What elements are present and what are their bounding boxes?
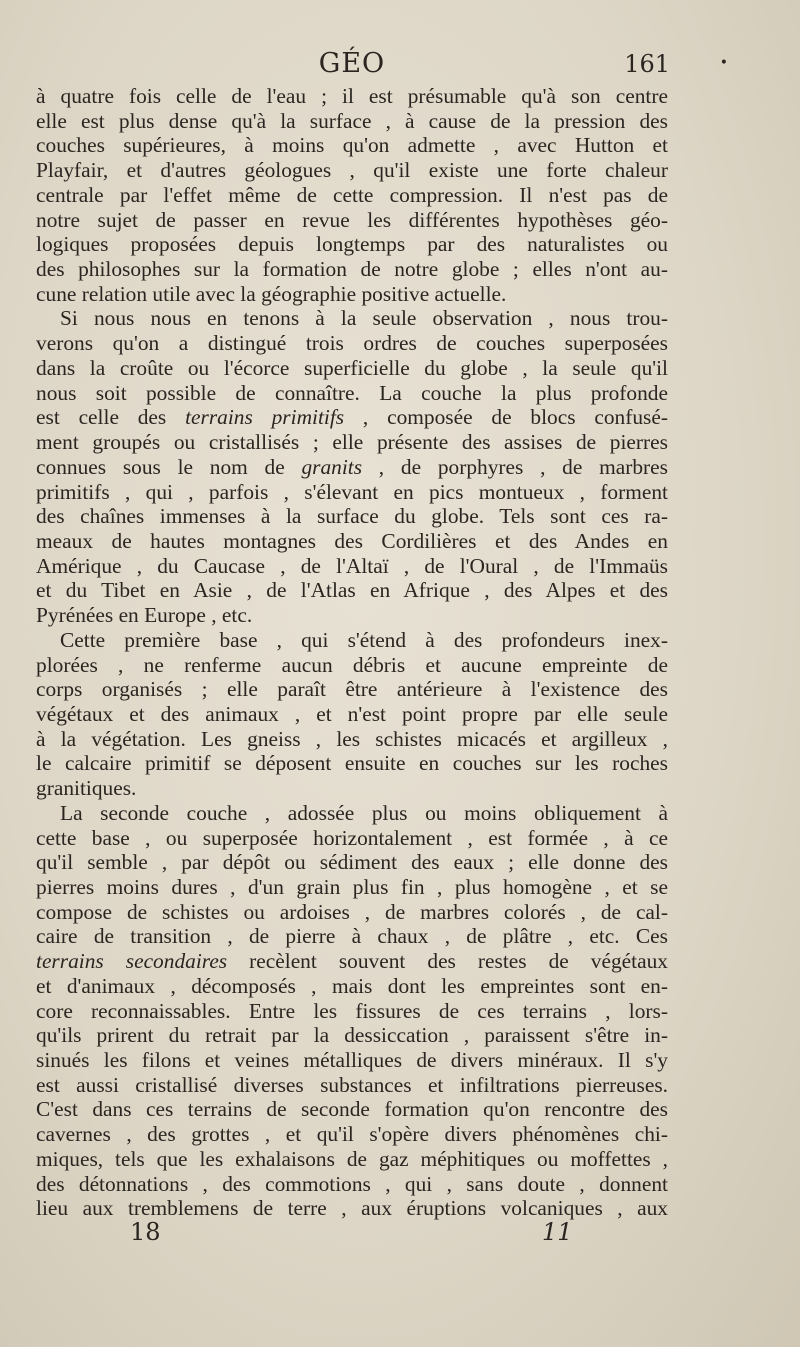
text-line: à la végétation. Les gneiss , les schistes micacés et argilleux , <box>36 726 668 751</box>
text-line: le calcaire primitif se déposent ensuite en couches sur les roches <box>36 751 668 776</box>
page-footer <box>36 1218 668 1248</box>
text-line: lieu aux tremblemens de terre , aux éruptions volcaniques , aux <box>36 1196 668 1221</box>
text-line: et d'animaux , décomposés , mais dont les empreintes sont en- <box>36 973 668 998</box>
text-line: nous soit possible de connaître. La couche la plus profonde <box>36 380 668 405</box>
text-line: des chaînes immenses à la surface du globe. Tels sont ces ra- <box>36 504 668 529</box>
text-line: logiques proposées depuis longtemps par des naturalistes ou <box>36 232 668 257</box>
paragraph <box>36 306 668 627</box>
edge-mark: • <box>719 55 728 71</box>
text-line: terrains secondaires recèlent souvent des restes de végétaux <box>36 949 668 974</box>
text-line: est aussi cristallisé diverses substances et infiltrations pierreuses. <box>36 1072 668 1097</box>
text-line: est celle des terrains primitifs , composée de blocs confusé- <box>36 405 669 430</box>
text-line: dans la croûte ou l'écorce superficielle du globe , la seule qu'il <box>36 355 668 380</box>
text-line: qu'ils prirent du retrait par la dessiccation , paraissent s'être in- <box>36 1023 668 1048</box>
text-line: notre sujet de passer en revue les différentes hypothèses géo- <box>36 207 668 232</box>
text-line: connues sous le nom de granits , de porphyres , de marbres <box>36 454 668 479</box>
text-line: meaux de hautes montagnes des Cordilières et des Andes en <box>36 528 668 553</box>
text-line: à quatre fois celle de l'eau ; il est présumable qu'à son centre <box>36 84 668 108</box>
text-line: elle est plus dense qu'à la surface , à cause de la pression des <box>36 108 668 133</box>
text-line: sinués les filons et veines métalliques de divers minéraux. Il s'y <box>36 1048 668 1073</box>
text-line: Playfair, et d'autres géologues , qu'il existe une forte chaleur <box>36 158 668 183</box>
text-line: des détonnations , des commotions , qui , sans doute , donnent <box>36 1171 668 1196</box>
text-line: verons qu'on a distingué trois ordres de couches superposées <box>36 331 668 356</box>
paragraph <box>36 84 668 306</box>
text-line: ment groupés ou cristallisés ; elle présente des assises de pierres <box>36 430 668 455</box>
text-line: couches supérieures, à moins qu'on admette , avec Hutton et <box>36 133 668 158</box>
folio-mark: 11 <box>542 1218 573 1246</box>
text-line: corps organisés ; elle paraît être antérieure à l'existence des <box>36 677 668 702</box>
text-line: Cette première base , qui s'étend à des profondeurs inex- <box>60 627 668 652</box>
text-line: granitiques. <box>36 776 137 801</box>
text-line: qu'il semble , par dépôt ou sédiment des eaux ; elle donne des <box>36 850 668 875</box>
page-header <box>36 48 668 82</box>
signature-mark: 18 <box>130 1218 161 1246</box>
text-line: compose de schistes ou ardoises , de marbres colorés , de cal- <box>36 899 668 924</box>
page-number: 161 <box>624 50 670 78</box>
text-line: Amérique , du Caucase , de l'Altaï , de l'Oural , de l'Immaüs <box>36 553 668 578</box>
text-line: La seconde couche , adossée plus ou moins obliquement à <box>60 800 668 825</box>
paragraph <box>36 628 668 801</box>
text-line: Pyrénées en Europe , etc. <box>36 603 253 628</box>
text-line: core reconnaissables. Entre les fissures de ces terrains , lors- <box>36 998 668 1023</box>
text-line: plorées , ne renferme aucun débris et aucune empreinte de <box>36 652 668 677</box>
text-line: centrale par l'effet même de cette compression. Il n'est pas de <box>36 182 668 207</box>
body-text <box>36 84 668 1221</box>
text-line: cune relation utile avec la géographie positive actuelle. <box>36 281 507 306</box>
text-line: Si nous nous en tenons à la seule observation , nous trou- <box>60 306 668 331</box>
text-line: caire de transition , de pierre à chaux , de plâtre , etc. Ces <box>36 924 668 949</box>
text-line: primitifs , qui , parfois , s'élevant en pics montueux , forment <box>36 479 668 504</box>
text-line: végétaux et des animaux , et n'est point propre par elle seule <box>36 701 668 726</box>
text-line: pierres moins dures , d'un grain plus fin , plus homogène , et se <box>36 875 668 899</box>
text-line: miques, tels que les exhalaisons de gaz méphitiques ou moffettes , <box>36 1146 668 1171</box>
text-line: cavernes , des grottes , et qu'il s'opère divers phénomènes chi- <box>36 1122 668 1147</box>
running-head: GÉO <box>318 48 386 79</box>
text-line: C'est dans ces terrains de seconde formation qu'on rencontre des <box>36 1097 668 1122</box>
paragraph <box>36 801 668 1221</box>
text-line: et du Tibet en Asie , de l'Atlas en Afrique , des Alpes et des <box>36 578 668 603</box>
text-line: des philosophes sur la formation de notre globe ; elles n'ont au- <box>36 257 668 282</box>
text-line: cette base , ou superposée horizontalement , est formée , à ce <box>36 825 668 850</box>
